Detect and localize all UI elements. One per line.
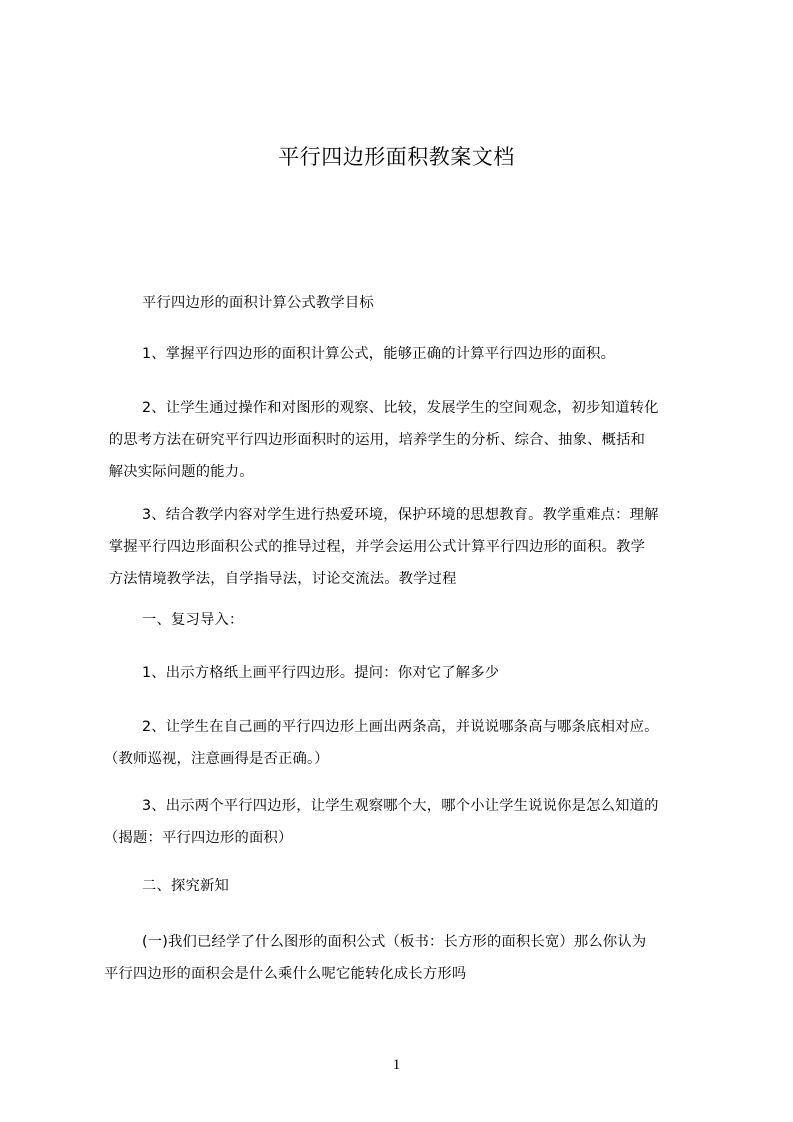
document-title: 平行四边形面积教案文档 bbox=[278, 145, 515, 169]
section-heading-review: 一、复习导入： bbox=[104, 612, 244, 628]
paragraph-objectives-heading: 平行四边形的面积计算公式教学目标 bbox=[104, 295, 374, 311]
paragraph-review-1: 1、出示方格纸上画平行四边形。提问：你对它了解多少 bbox=[104, 665, 500, 681]
paragraph-review-2: 2、让学生在自己画的平行四边形上画出两条高，并说说哪条高与哪条底相对应。 （教师巡视，注意画得是否正确。） bbox=[104, 719, 659, 767]
paragraph-explore-1: (一)我们已经学了什么图形的面积公式（板书：长方形的面积长宽）那么你认为 平行四边形的面积会是什么乘什么呢它能转化成长方形吗 bbox=[104, 934, 647, 982]
paragraph-review-3: 3、出示两个平行四边形，让学生观察哪个大，哪个小让学生说说你是怎么知道的 （揭题：平行四边形的面积） bbox=[104, 798, 659, 846]
page-number: 1 bbox=[392, 1057, 401, 1073]
section-heading-explore: 二、探究新知 bbox=[104, 878, 229, 894]
paragraph-objective-3: 3、结合教学内容对学生进行热爱环境，保护环境的思想教育。教学重难点：理解 掌握平行四边形面积公式的推导过程，并学会运用公式计算平行四边形的面积。教学 方法情境教学法，自学指导法，讨论交流法。教学过程 bbox=[108, 507, 659, 587]
paragraph-objective-2: 2、让学生通过操作和对图形的观察、比较，发展学生的空间观念，初步知道转化 的思考方法在研究平行四边形面积时的运用，培养学生的分析、综合、抽象、概括和 解决实际问题的能力。 bbox=[108, 400, 659, 480]
paragraph-objective-1: 1、掌握平行四边形的面积计算公式，能够正确的计算平行四边形的面积。 bbox=[104, 346, 616, 362]
